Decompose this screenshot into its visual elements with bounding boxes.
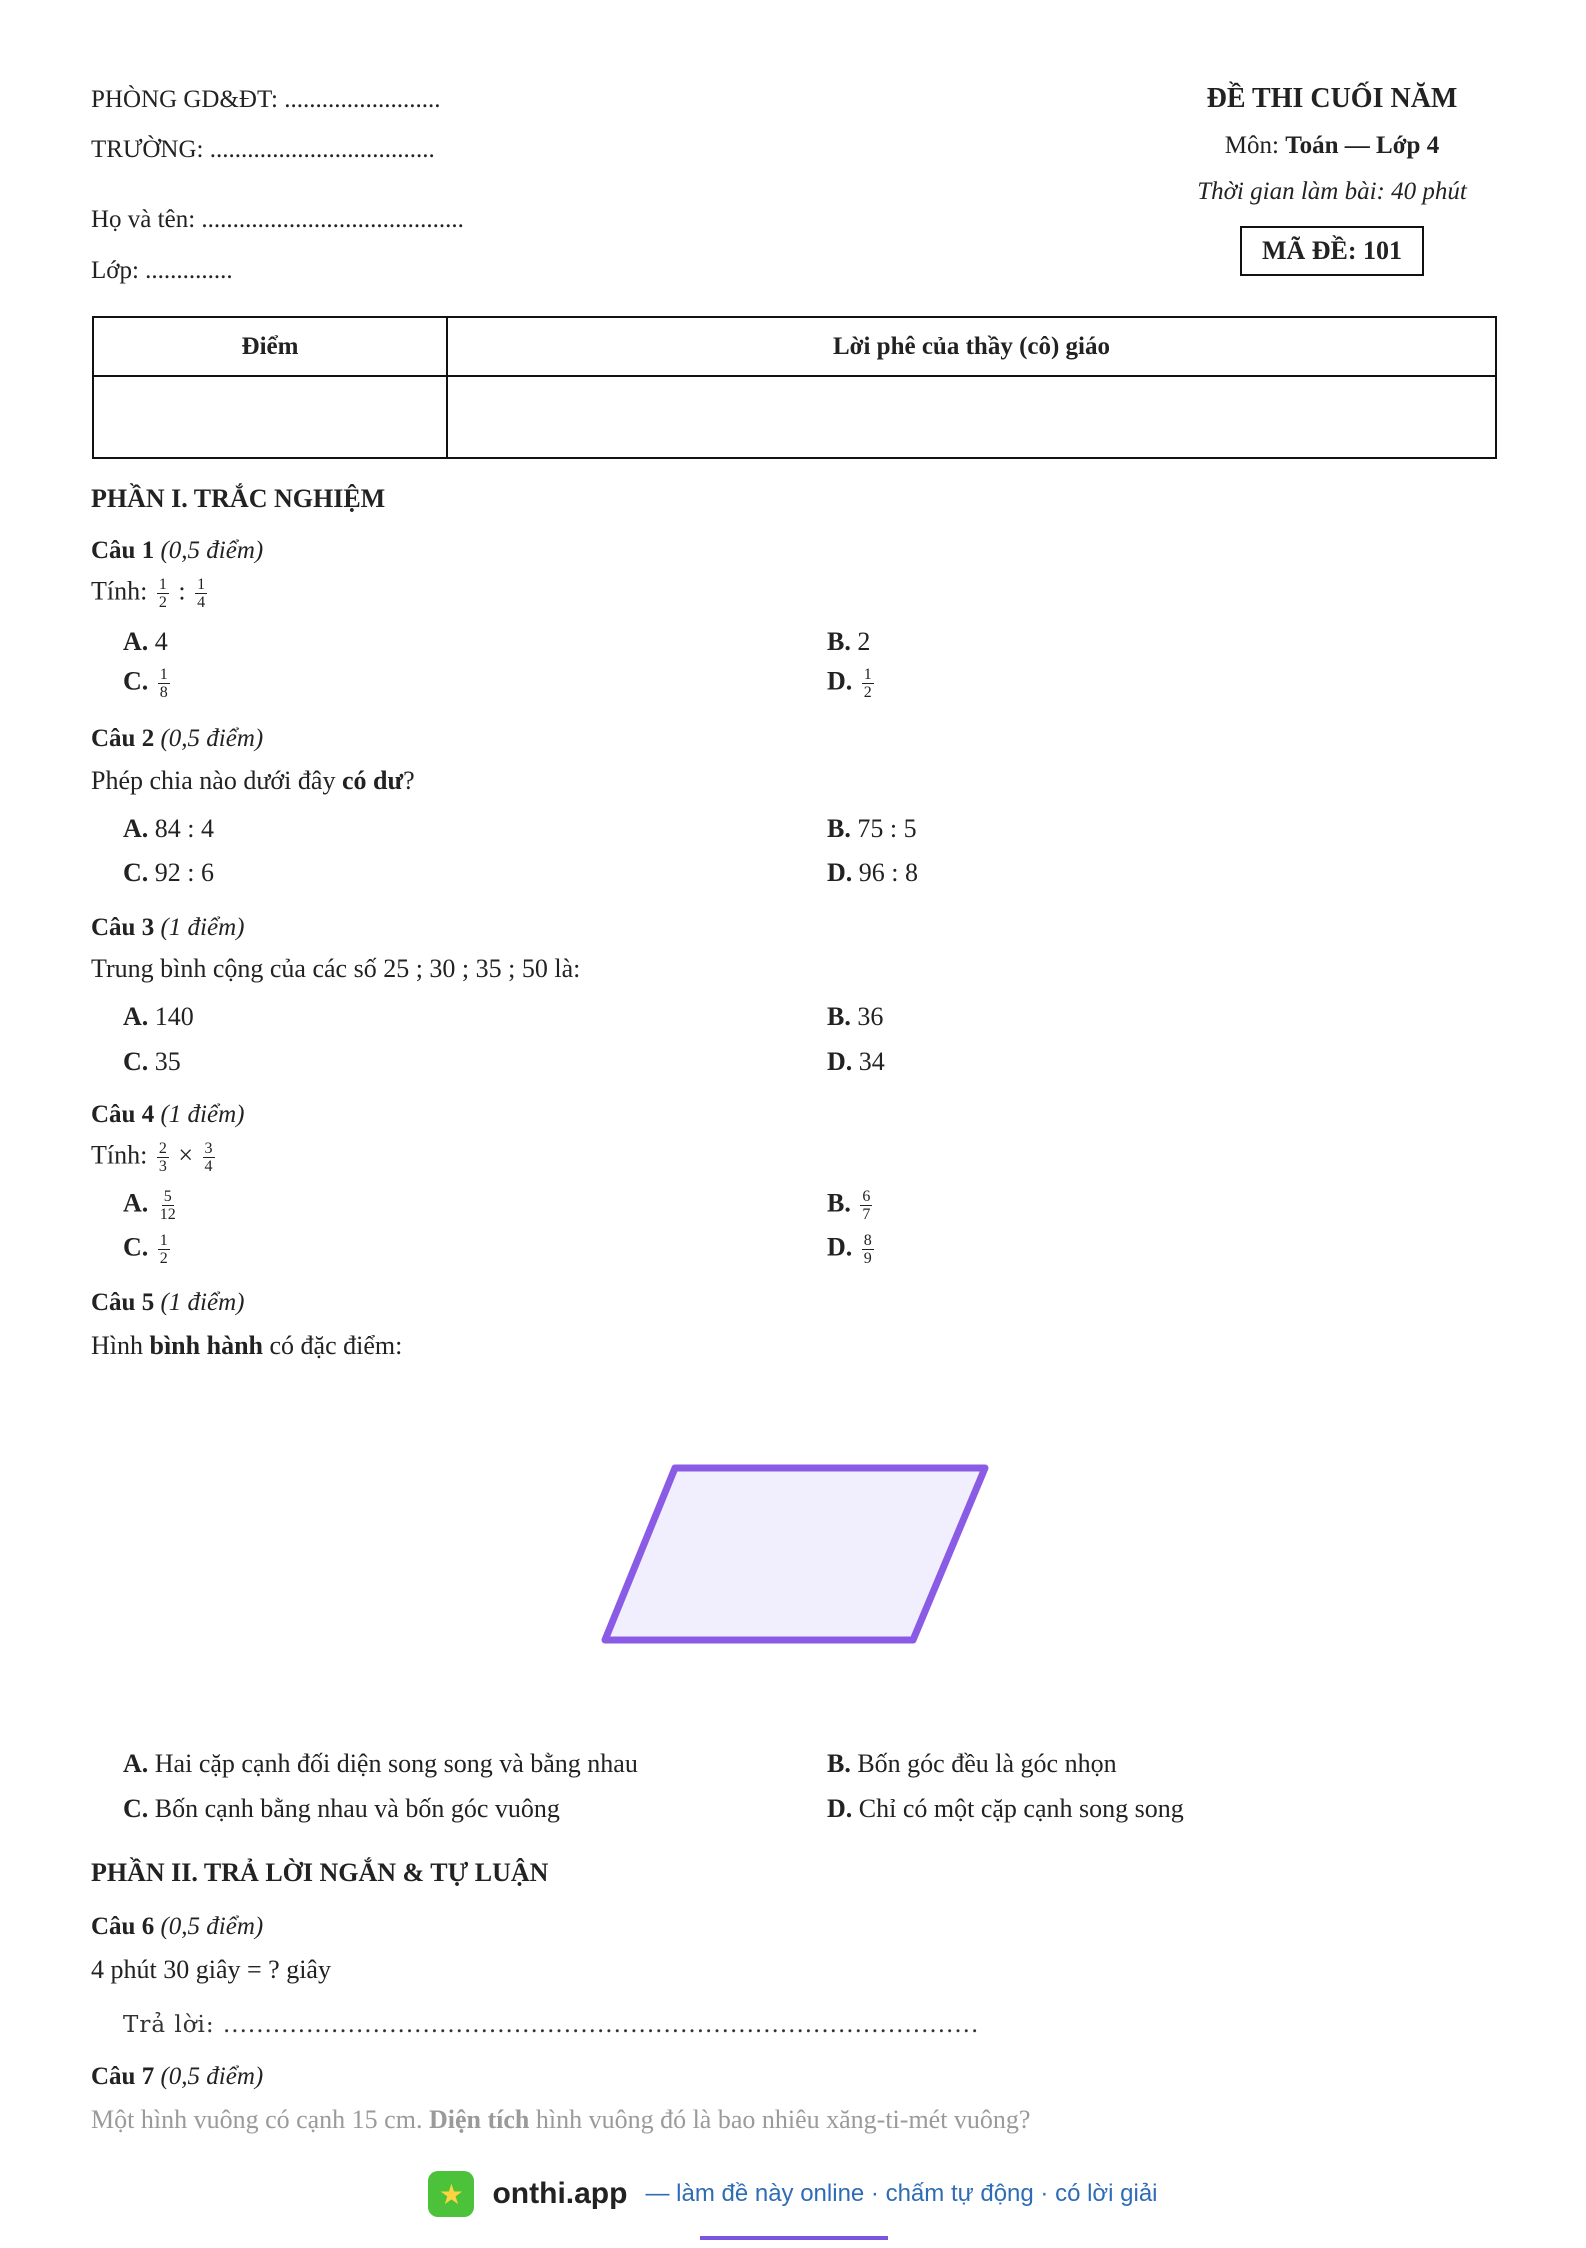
phong-gd-field: PHÒNG GD&ĐT: ......................... xyxy=(91,86,441,113)
brand-tagline: — làm đề này online · chấm tự động · có lời giải xyxy=(645,2180,1158,2207)
option-text: 34 xyxy=(858,1047,885,1076)
score-cell[interactable] xyxy=(93,376,447,458)
star-icon: ★ xyxy=(428,2171,474,2217)
ho-ten-field: Họ và tên: .......................................... xyxy=(91,206,464,233)
q3-option-b[interactable] xyxy=(827,1002,883,1032)
q5-prompt-bold: bình hành xyxy=(149,1331,263,1360)
truong-field: TRƯỜNG: .................................... xyxy=(91,136,435,163)
q1-option-b[interactable] xyxy=(827,627,870,657)
option-text: Bốn góc đều là góc nhọn xyxy=(857,1749,1117,1778)
fraction-1-2: $\frac{1}{2}$ xyxy=(158,576,167,611)
q1-label: Câu 1 xyxy=(91,537,155,564)
brand-name[interactable]: onthi.app xyxy=(492,2177,628,2210)
q4-option-c[interactable] xyxy=(123,1232,173,1267)
exam-title: ĐỀ THI CUỐI NĂM xyxy=(1206,83,1458,114)
q4-title xyxy=(91,1101,244,1129)
option-letter: C. xyxy=(123,858,149,887)
option-text: 92 : 6 xyxy=(154,858,215,887)
q7-prompt-pre: Một hình vuông có cạnh 15 cm. xyxy=(91,2105,429,2134)
q5-option-a[interactable] xyxy=(123,1749,638,1779)
subject-value: Toán — Lớp 4 xyxy=(1285,132,1440,159)
fraction-5-12: $\frac{5}{12}$ xyxy=(159,1188,176,1223)
q5-option-c[interactable] xyxy=(123,1794,560,1824)
option-letter: A. xyxy=(123,1188,149,1218)
q3-option-d[interactable] xyxy=(827,1047,885,1077)
q2-option-d[interactable] xyxy=(827,858,918,888)
option-letter: B. xyxy=(827,1749,851,1778)
option-letter: D. xyxy=(827,1232,853,1262)
q7-label: Câu 7 xyxy=(91,2063,155,2090)
q6-prompt: 4 phút 30 giây = ? giây xyxy=(91,1955,331,1984)
option-letter: B. xyxy=(827,814,851,843)
q3-option-a[interactable] xyxy=(123,1002,194,1032)
exam-code-box: MÃ ĐỀ: 101 xyxy=(1240,226,1424,276)
q7-prompt xyxy=(91,2105,1030,2135)
exam-code-wrap xyxy=(1167,226,1497,276)
q5-option-b[interactable] xyxy=(827,1749,1117,1779)
q3-points: (1 điểm) xyxy=(160,914,245,941)
option-letter: A. xyxy=(123,1749,149,1778)
q4-label: Câu 4 xyxy=(91,1101,155,1128)
q7-title xyxy=(91,2063,263,2091)
time-limit: Thời gian làm bài: 40 phút xyxy=(1197,178,1467,205)
q6-label: Câu 6 xyxy=(91,1913,155,1940)
q2-option-a[interactable] xyxy=(123,814,214,844)
q1-option-a[interactable] xyxy=(123,627,168,657)
q2-prompt-bold: có dư xyxy=(341,766,404,795)
option-text: 140 xyxy=(154,1002,194,1031)
option-text: 36 xyxy=(857,1002,884,1031)
option-letter: A. xyxy=(123,627,149,656)
q4-option-d[interactable] xyxy=(827,1232,877,1267)
fraction-1-2: $\frac{1}{2}$ xyxy=(159,1232,168,1267)
option-letter: B. xyxy=(827,627,851,656)
option-text: Hai cặp cạnh đối diện song song và bằng nhau xyxy=(154,1749,638,1778)
fraction-1-8: $\frac{1}{8}$ xyxy=(159,666,168,701)
option-letter: B. xyxy=(827,1002,851,1031)
q3-prompt: Trung bình cộng của các số 25 ; 30 ; 35 ; 50 là: xyxy=(91,954,581,983)
q4-prompt-text: Tính: xyxy=(91,1140,148,1170)
q4-option-b[interactable] xyxy=(827,1188,875,1223)
q2-option-c[interactable] xyxy=(123,858,214,888)
option-letter: C. xyxy=(123,1232,149,1262)
q7-points: (0,5 điểm) xyxy=(160,2063,264,2090)
option-text: 96 : 8 xyxy=(858,858,919,887)
option-letter: D. xyxy=(827,1794,853,1823)
q5-points: (1 điểm) xyxy=(160,1289,245,1316)
q4-prompt xyxy=(91,1140,218,1175)
option-text: 75 : 5 xyxy=(857,814,917,843)
footer-banner[interactable] xyxy=(0,2166,1586,2222)
fraction-8-9: $\frac{8}{9}$ xyxy=(863,1232,872,1267)
fraction-2-3: $\frac{2}{3}$ xyxy=(158,1140,167,1175)
option-text: 84 : 4 xyxy=(154,814,215,843)
subject-label: Môn: xyxy=(1224,132,1279,159)
q5-label: Câu 5 xyxy=(91,1289,155,1316)
comment-cell[interactable] xyxy=(447,376,1496,458)
parallelogram-shape xyxy=(605,1468,985,1640)
q5-prompt-pre: Hình xyxy=(91,1331,150,1360)
q2-prompt-post: ? xyxy=(403,766,415,795)
divide-sign: : xyxy=(178,576,186,606)
q5-title xyxy=(91,1289,244,1317)
parallelogram-figure xyxy=(590,1450,1000,1660)
multiply-sign: × xyxy=(178,1140,194,1170)
q1-points: (0,5 điểm) xyxy=(160,537,264,564)
grade-col-score: Điểm xyxy=(93,317,447,376)
q2-points: (0,5 điểm) xyxy=(160,725,264,752)
q2-prompt-pre: Phép chia nào dưới đây xyxy=(91,766,342,795)
q5-prompt xyxy=(91,1331,402,1361)
grade-col-comment: Lời phê của thầy (cô) giáo xyxy=(447,317,1496,376)
option-text: 35 xyxy=(154,1047,181,1076)
q2-prompt xyxy=(91,766,415,796)
option-text: Chỉ có một cặp cạnh song song xyxy=(858,1794,1184,1823)
part2-title: PHẦN II. TRẢ LỜI NGẮN & TỰ LUẬN xyxy=(91,1858,549,1887)
fraction-3-4: $\frac{3}{4}$ xyxy=(204,1140,213,1175)
fraction-6-7: $\frac{6}{7}$ xyxy=(862,1188,871,1223)
option-letter: A. xyxy=(123,1002,149,1031)
q2-option-b[interactable] xyxy=(827,814,917,844)
option-text: 2 xyxy=(857,627,871,656)
part1-title: PHẦN I. TRẮC NGHIỆM xyxy=(91,484,386,513)
option-letter: D. xyxy=(827,858,853,887)
q3-option-c[interactable] xyxy=(123,1047,181,1077)
option-letter: D. xyxy=(827,1047,853,1076)
subject-line xyxy=(1167,132,1497,160)
q7-prompt-bold: Diện tích xyxy=(428,2105,530,2134)
fraction-1-4: $\frac{1}{4}$ xyxy=(197,576,206,611)
option-letter: D. xyxy=(827,666,853,696)
q6-title xyxy=(91,1913,263,1941)
option-text: Bốn cạnh bằng nhau và bốn góc vuông xyxy=(154,1794,560,1823)
bottom-tab-indicator xyxy=(700,2236,888,2248)
q3-label: Câu 3 xyxy=(91,914,155,941)
option-letter: C. xyxy=(123,666,149,696)
q1-prompt xyxy=(91,576,210,611)
q4-points: (1 điểm) xyxy=(160,1101,245,1128)
q5-option-d[interactable] xyxy=(827,1794,1184,1824)
grade-table xyxy=(92,316,1497,459)
q4-option-a[interactable] xyxy=(123,1188,181,1223)
option-text: 4 xyxy=(154,627,168,656)
q1-option-c[interactable] xyxy=(123,666,173,701)
q5-prompt-post: có đặc điểm: xyxy=(262,1331,403,1360)
lop-field: Lớp: .............. xyxy=(91,257,233,284)
q2-label: Câu 2 xyxy=(91,725,155,752)
q1-prompt-text: Tính: xyxy=(91,576,148,606)
fraction-1-2: $\frac{1}{2}$ xyxy=(863,666,872,701)
q1-title xyxy=(91,537,263,565)
option-letter: C. xyxy=(123,1794,149,1823)
q7-prompt-post: hình vuông đó là bao nhiêu xăng-ti-mét vuông? xyxy=(529,2105,1031,2134)
option-letter: C. xyxy=(123,1047,149,1076)
q1-option-d[interactable] xyxy=(827,666,877,701)
q2-title xyxy=(91,725,263,753)
q6-points: (0,5 điểm) xyxy=(160,1913,264,1940)
q6-answer-line[interactable]: Trả lời: ........................................................................................... xyxy=(123,2012,980,2038)
q3-title xyxy=(91,914,244,942)
option-letter: A. xyxy=(123,814,149,843)
option-letter: B. xyxy=(827,1188,851,1218)
